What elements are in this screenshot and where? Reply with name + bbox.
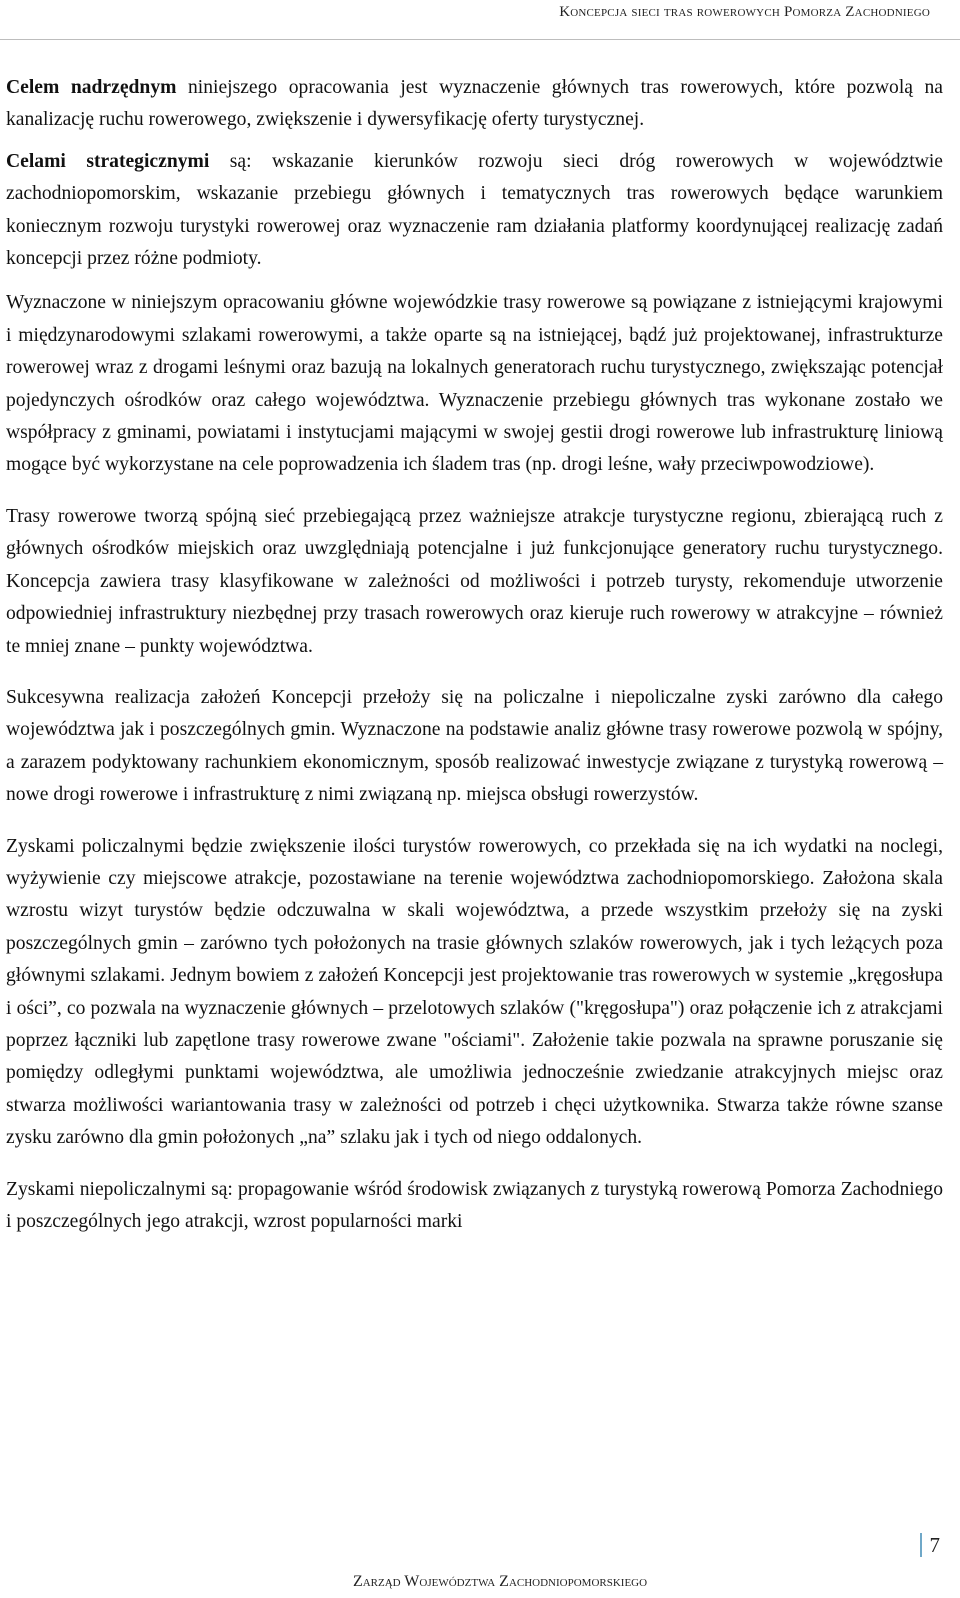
paragraph-strategic-goals	[6, 146, 943, 276]
paragraph-route-network: Trasy rowerowe tworzą spójną sieć przebiegającą przez ważniejsze atrakcje turystyczne regionu, zbierającą ruch z głównych ośrodków miejskich oraz uwzględniają potencjalne i już funkcjonujące generatory ruchu turystycznego. Koncepcja zawiera trasy klasyfikowane w zależności od możliwości i potrzeb turysty, rekomenduje utworzenie odpowiedniej infrastruktury niezbędnej przy trasach rowerowych oraz kieruje ruch rowerowy w atrakcyjne – również te mniej znane – punkty województwa.	[6, 505, 943, 657]
paragraph-main-goal-text: niniejszego opracowania jest wyznaczenie głównych tras rowerowych, które pozwolą na kanalizację ruchu rowerowego, zwiększenie i dywersyfikację oferty turystycznej.	[6, 77, 943, 131]
paragraph-countable-gains: Zyskami policzalnymi będzie zwiększenie ilości turystów rowerowych, co przekłada się na ich wydatki na noclegi, wyżywienie czy miejscowe atrakcje, pozostawiane na terenie województwa zachodniopomorskiego. Założona skala wzrostu wizyt turystów będzie odczuwalna w skali województwa, a przede wszystkim przełoży się na zyski poszczególnych gmin – zarówno tych położonych na trasie głównych szlaków rowerowych, jak i tych leżących poza głównymi szlakami. Jednym bowiem z założeń Koncepcji jest projektowanie tras rowerowych w systemie „kręgosłupa i ości”, co pozwala na wyznaczenie głównych – przelotowych szlaków ("kręgosłupa") oraz połączenie ich z atrakcjami poprzez łączniki lub zapętlone trasy rowerowe zwane "ościami". Założenie takie pozwala na sprawne poruszanie się pomiędzy odległymi punktami województwa, ale umożliwia jednocześnie zwiedzanie atrakcyjnych miejsc oraz stwarza możliwości wariantowania trasy w zależności od potrzeb i chęci użytkownika. Stwarza także równe szanse zysku zarówno dla gmin położonych „na” szlaku jak i tych od niego oddalonych.	[6, 835, 943, 1149]
page-header	[0, 0, 960, 40]
paragraph-main-goal	[6, 72, 943, 137]
paragraph-designated-routes: Wyznaczone w niniejszym opracowaniu główne wojewódzkie trasy rowerowe są powiązane z istniejącymi krajowymi i międzynarodowymi szlakami rowerowymi, a także oparte są na istniejącej, bądź już projektowanej, infrastrukturze rowerowej wraz z drogami leśnymi oraz bazują na lokalnych generatorach ruchu turystycznego, zwiększając potencjał pojedynczych ośrodków oraz całego województwa. Wyznaczenie przebiegu głównych tras wykonane zostało we współpracy z gminami, powiatami i instytucjami mającymi w swojej gestii drogi rowerowe lub infrastrukturę liniową mogące być wykorzystane na cele poprowadzenia ich śladem tras (np. drogi leśne, wały przeciwpowodziowe).	[6, 292, 943, 476]
bold-lead-strategic-goals: Celami strategicznymi	[6, 150, 210, 172]
page-number-divider	[920, 1533, 922, 1557]
document-body	[6, 72, 943, 1238]
page-number-block	[920, 1528, 940, 1562]
page-footer: Zarząd Województwa Zachodniopomorskiego	[352, 1573, 648, 1590]
paragraph-strategic-goals-text: są: wskazanie kierunków rozwoju sieci dróg rowerowych w województwie zachodniopomorskim, wskazanie przebiegu głównych i tematycznych tras rowerowych będące warunkiem koniecznym rozwoju turystyki rowerowej oraz wyznaczenie ram działania platformy koordynującej realizację zadań koncepcji przez różne podmioty.	[6, 150, 943, 270]
page-number: 7	[929, 1532, 940, 1557]
paragraph-gradual-implementation: Sukcesywna realizacja założeń Koncepcji przełoży się na policzalne i niepoliczalne zyski zarówno dla całego województwa jak i poszczególnych gmin. Wyznaczone na podstawie analiz główne trasy rowerowe pozwolą w spójny, a zarazem podyktowany rachunkiem ekonomicznym, sposób realizować inwestycje związane z turystyką rowerową – nowe drogi rowerowe i infrastrukturę z nimi związaną np. miejsca obsługi rowerzystów.	[6, 686, 943, 806]
header-title: Koncepcja sieci tras rowerowych Pomorza Zachodniego	[559, 4, 930, 20]
paragraph-uncountable-gains: Zyskami niepoliczalnymi są: propagowanie wśród środowisk związanych z turystyką rowerową Pomorza Zachodniego i poszczególnych jego atrakcji, wzrost popularności marki	[6, 1178, 943, 1232]
bold-lead-main-goal: Celem nadrzędnym	[6, 77, 177, 98]
